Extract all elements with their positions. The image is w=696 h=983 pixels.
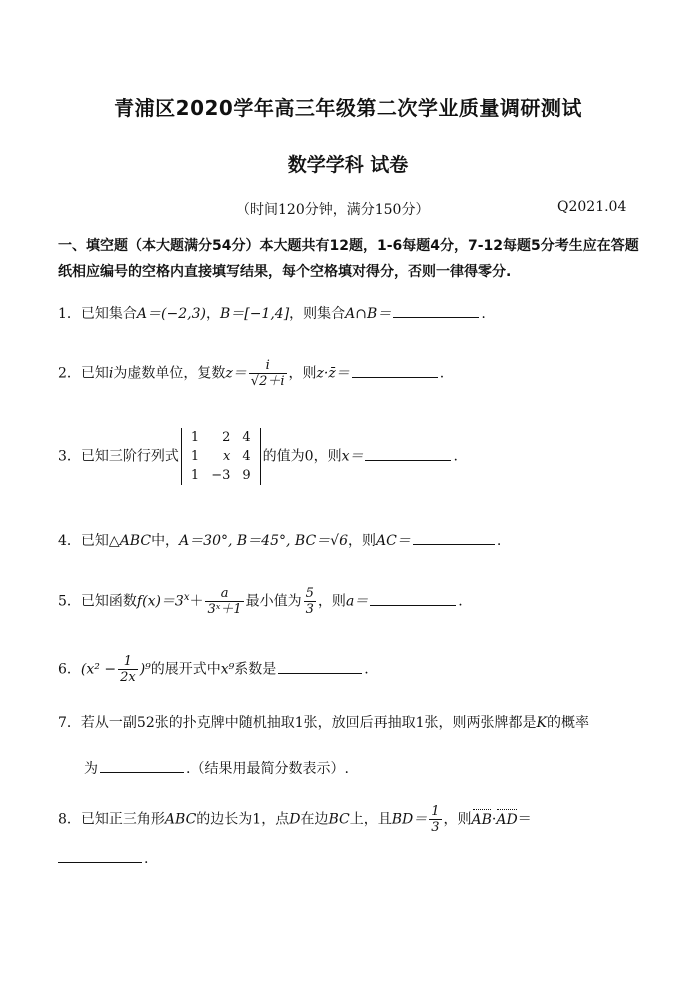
question-6: 6．(x² − $\frac{1}{2x}$ )⁹的展开式中x⁹系数是 . [58, 654, 369, 685]
answer-blank-3[interactable] [365, 446, 451, 461]
question-5: 5．已知函数$f(x)=3^x+$ $\frac{a}{\text{3ˣ＋1}}$ 最小值为 $\frac{5}{3}$ ，则a＝ . [58, 586, 463, 617]
exam-title: 青浦区2020学年高三年级第二次学业质量调研测试 [114, 96, 582, 120]
question-8-line-1: 8．已知正三角形ABC的边长为1，点D在边BC上，且BD＝ $\frac{1}{3}$ ，则AB·AD＝ [58, 804, 532, 835]
answer-blank-4[interactable] [413, 530, 495, 545]
fraction-q5-a: $\frac{a}{\text{3ˣ＋1}}$ [207, 586, 242, 617]
section-1-instructions: 一、填空题（本大题满分54分）本大题共有12题，1-6每题4分，7-12每题5分考生应在答题纸相应编号的空格内直接填写结果，每个空格填对得分，否则一律得零分. [58, 238, 639, 280]
exam-code: Q2021.04 [557, 199, 627, 215]
answer-blank-7[interactable] [100, 758, 184, 773]
question-7-line-2: 为 .（结果用最简分数表示）. [84, 758, 349, 778]
vector-ad: AD [496, 811, 518, 828]
answer-blank-6[interactable] [278, 659, 362, 674]
vector-ab: AB [471, 811, 492, 828]
answer-blank-1[interactable] [393, 303, 479, 318]
time-info: （时间120分钟，满分150分） [236, 202, 430, 218]
question-2: 2．已知i为虚数单位，复数z＝ $\frac{i}{√2+i}$ ，则z·z̄＝ . [58, 358, 445, 389]
answer-blank-8[interactable] [58, 848, 142, 863]
question-3: 3．已知三阶行列式 1 2 4 1 x 4 1 −3 9 的值为0，则x＝ . [58, 430, 458, 483]
answer-blank-5[interactable] [370, 591, 456, 606]
question-7-line-1: 7．若从一副52张的扑克牌中随机抽取1张，放回后再抽取1张，则两张牌都是K的概率 [58, 715, 590, 731]
question-8-line-2: . [58, 848, 148, 867]
question-1: 1．已知集合A＝(−2,3)，B＝[−1,4]，则集合A∩B＝ . [58, 303, 486, 323]
answer-blank-2[interactable] [352, 363, 438, 378]
fraction-q8: $\frac{1}{3}$ [431, 804, 440, 835]
fraction-q2: $\frac{i}{√2+i}$ [250, 358, 285, 389]
question-4: 4．已知△ABC中，A＝30°, B＝45°, BC＝√6，则AC＝ . [58, 530, 501, 550]
determinant-matrix: 1 2 4 1 x 4 1 −3 9 [181, 428, 261, 485]
exam-subtitle: 数学学科 试卷 [287, 154, 409, 176]
fraction-q6: $\frac{1}{2x}$ [120, 654, 136, 685]
fraction-q5-min: $\frac{5}{3}$ [305, 586, 314, 617]
